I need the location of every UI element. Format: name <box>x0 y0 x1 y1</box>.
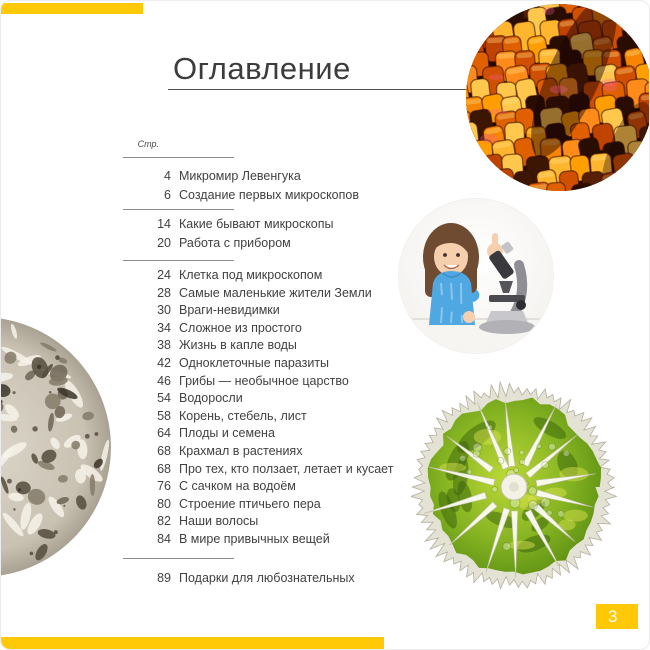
toc-entry <box>123 215 423 234</box>
toc-entry-page: 80 <box>157 496 171 511</box>
title-underline <box>168 89 468 90</box>
bottom-accent-bar <box>1 637 384 649</box>
toc-entry <box>123 443 423 461</box>
page-number: 3 <box>608 607 618 626</box>
toc-entry-title: С сачком на водоём <box>179 479 296 494</box>
toc-entry-title: Корень, стебель, лист <box>179 408 307 423</box>
toc-entry-page: 54 <box>157 391 171 406</box>
toc-divider <box>123 209 234 210</box>
toc-entry <box>123 302 423 320</box>
toc-entry-title: Работа с прибором <box>179 236 291 250</box>
toc-entry-title: Крахмал в растениях <box>179 443 303 458</box>
toc-entry <box>123 167 423 186</box>
toc-entry <box>123 186 423 205</box>
toc-entry-title: Какие бывают микроскопы <box>179 217 334 231</box>
toc-entry-page: 46 <box>157 373 171 388</box>
toc-divider <box>123 558 234 559</box>
toc-divider <box>123 157 234 158</box>
toc-entry-title: Водоросли <box>179 391 243 406</box>
toc-entry-title: Плоды и семена <box>179 426 275 441</box>
girl-with-microscope-photo <box>398 198 554 354</box>
toc-entry <box>123 390 423 408</box>
toc-entry-page: 6 <box>164 188 171 202</box>
toc-entry-title: Жизнь в капле воды <box>179 338 297 353</box>
toc-entry-page: 64 <box>157 426 171 441</box>
toc-divider <box>123 260 234 261</box>
toc-entry <box>123 234 423 253</box>
toc-entry-page: 20 <box>157 236 171 250</box>
toc-entry-page: 76 <box>157 479 171 494</box>
toc-entry-title: Подарки для любознательных <box>179 571 355 585</box>
toc-entry-page: 34 <box>157 320 171 335</box>
toc-entry-page: 84 <box>157 531 171 546</box>
toc-entry-page: 68 <box>157 461 171 476</box>
page-number-badge <box>596 604 638 629</box>
toc-entry <box>123 478 423 496</box>
toc-entry <box>123 267 423 285</box>
toc-entry <box>123 408 423 426</box>
butterfly-wing-scales-photo <box>466 4 650 191</box>
toc-entry-title: Одноклеточные паразиты <box>179 355 330 370</box>
page-title: Оглавление <box>173 51 351 86</box>
toc-entry <box>123 373 423 391</box>
toc-entry-page: 68 <box>157 443 171 458</box>
toc-column-header: Стр. <box>137 139 159 149</box>
toc-entry-title: Создание первых микроскопов <box>179 188 359 202</box>
toc-entry-page: 14 <box>157 217 171 231</box>
toc-entry-page: 30 <box>157 303 171 318</box>
toc-group <box>123 267 423 549</box>
toc-entry-title: Строение птичьего пера <box>179 496 321 511</box>
toc-entry <box>123 320 423 338</box>
toc-group <box>123 215 423 253</box>
toc-entry-title: Про тех, кто ползает, летает и кусает <box>179 461 394 476</box>
toc-entry-title: Сложное из простого <box>179 320 302 335</box>
toc-entry-title: В мире привычных вещей <box>179 531 330 546</box>
toc-group <box>123 569 423 588</box>
toc-entry <box>123 496 423 514</box>
toc-entry <box>123 285 423 303</box>
toc-entry <box>123 337 423 355</box>
toc-group <box>123 167 423 205</box>
toc-entry <box>123 569 423 588</box>
toc-entry-page: 38 <box>157 338 171 353</box>
toc-entry-page: 82 <box>157 514 171 529</box>
toc-entry-title: Микромир Левенгука <box>179 169 301 183</box>
toc-entry-title: Грибы — необычное царство <box>179 373 349 388</box>
sponge-texture-photo <box>0 317 111 577</box>
toc-entry <box>123 355 423 373</box>
toc-entry-page: 28 <box>157 285 171 300</box>
toc-entry <box>123 531 423 549</box>
toc-entry-page: 89 <box>157 571 171 585</box>
toc-entry-title: Наши волосы <box>179 514 259 529</box>
toc-entry-title: Враги-невидимки <box>179 303 280 318</box>
toc-entry-title: Клетка под микроскопом <box>179 268 323 282</box>
toc-entry-page: 58 <box>157 408 171 423</box>
toc-entry <box>123 513 423 531</box>
top-accent-bar <box>1 3 143 14</box>
toc-entry-page: 42 <box>157 355 171 370</box>
toc-entry <box>123 425 423 443</box>
toc-entry-page: 24 <box>157 268 171 282</box>
toc-entry <box>123 461 423 479</box>
toc-entry-title: Самые маленькие жители Земли <box>179 285 372 300</box>
toc-entry-page: 4 <box>164 169 171 183</box>
green-alga-photo <box>411 381 621 596</box>
